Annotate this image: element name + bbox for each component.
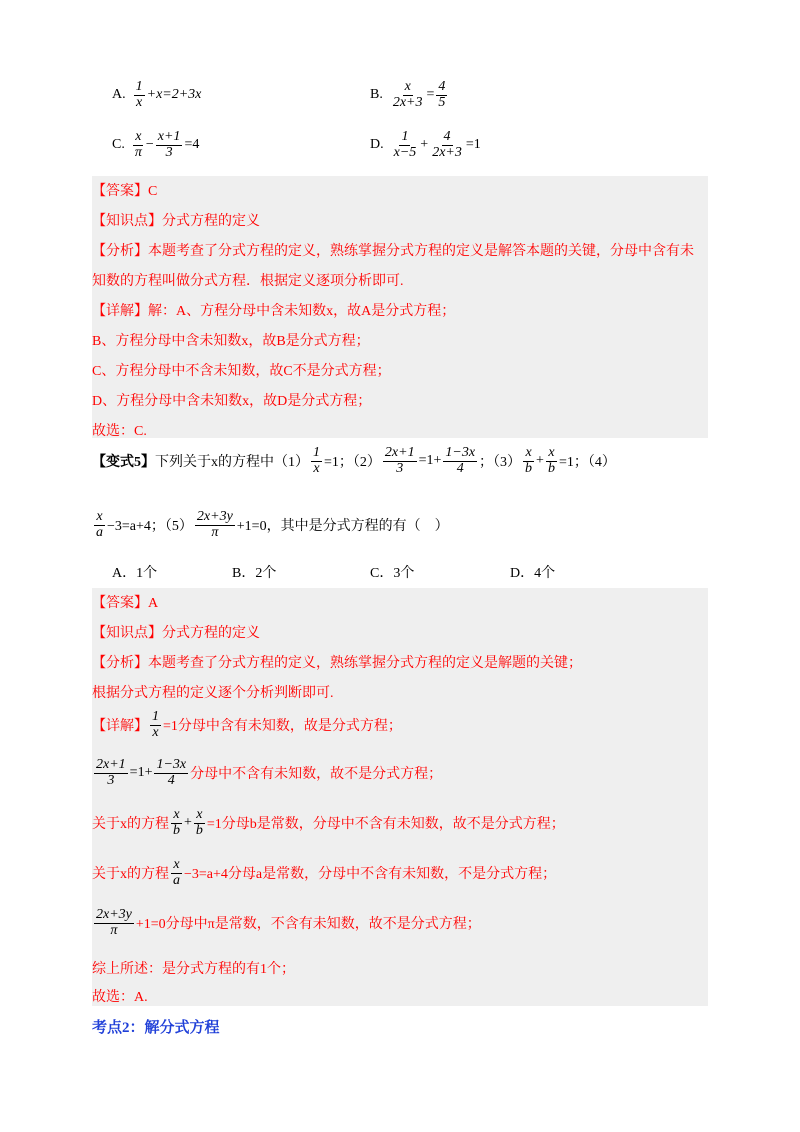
option-label: A.: [112, 87, 126, 103]
choice-c: C．3个: [370, 566, 415, 581]
fraction: $\frac{x+1}{3}$: [157, 129, 181, 160]
fraction: $\frac{1-3x}{4}$: [156, 757, 187, 788]
answer-box-q5: [92, 588, 708, 1006]
knowledge-point: 【知识点】分式方程的定义: [92, 214, 260, 229]
stem-text: +: [536, 453, 544, 469]
choice-d: D．4个: [510, 566, 556, 581]
equals: =1: [465, 137, 481, 153]
analysis-line: 知数的方程叫做分式方程．根据定义逐项分析即可.: [92, 274, 404, 289]
detail-line: 【详解】解：A、方程分母中含未知数x，故A是分式方程；: [92, 304, 456, 319]
fraction: $\frac{x}{a}$: [173, 857, 180, 888]
option-label: B.: [370, 87, 383, 103]
section-title: 考点2：解分式方程: [92, 1020, 220, 1036]
equals: =: [426, 87, 435, 103]
question-tag: 【变式5】: [92, 455, 155, 471]
option-d: [370, 130, 481, 160]
detail-text: 分母中不含有未知数，故不是分式方程；: [190, 767, 443, 783]
answer: 【答案】A: [92, 596, 159, 611]
detail-text: −3=a+4分母a是常数，分母中不含有未知数，不是分式方程；: [184, 867, 557, 883]
choice-b: B．2个: [232, 566, 277, 581]
fraction: $\frac{2x+1}{3}$: [384, 445, 415, 476]
option-c: [112, 130, 199, 160]
fraction: $\frac{x}{a}$: [96, 509, 103, 540]
detail-text: =1分母b是常数，分母中不含有未知数，故不是分式方程；: [206, 817, 565, 833]
choice-a: A．1个: [112, 566, 158, 581]
fraction: $\frac{1}{x-5}$: [393, 129, 417, 160]
detail-line-3: [92, 808, 565, 838]
fraction: $\frac{4}{2x+3}$: [432, 129, 462, 160]
fraction: $\frac{x}{b}$: [525, 445, 533, 476]
detail-prefix: 【详解】: [92, 719, 148, 735]
detail-line-4: [92, 858, 556, 888]
detail-line-1: [92, 710, 402, 740]
option-label: C.: [112, 137, 125, 153]
detail-line: 故选：C.: [92, 424, 147, 439]
stem-text: 下列关于x的方程中（1）: [155, 455, 309, 471]
fraction: $\frac{1}{x}$: [313, 445, 320, 476]
fraction: $\frac{x}{b}$: [173, 807, 180, 838]
fraction: $\frac{x}{2x+3}$: [392, 79, 423, 110]
summary-line: 综上所述：是分式方程的有1个；: [92, 962, 295, 977]
fraction: $\frac{x}{b}$: [547, 445, 555, 476]
detail-math: +: [184, 815, 192, 831]
question-stem-line2: [92, 510, 449, 540]
analysis-line: 根据分式方程的定义逐个分析判断即可.: [92, 686, 334, 701]
plus: +: [420, 137, 429, 153]
stem-text: −3=a+4；（5）: [107, 519, 193, 535]
detail-line-5: [92, 908, 481, 938]
option-b: [370, 80, 449, 110]
fraction: $\frac{2x+3y}{\pi}$: [196, 509, 233, 540]
detail-text: =1分母中含有未知数，故是分式方程；: [163, 719, 402, 735]
answer: 【答案】C: [92, 184, 158, 199]
stem-text: =1；（4）: [558, 455, 616, 471]
choose-line: 故选：A.: [92, 990, 148, 1005]
option-label: D.: [370, 137, 384, 153]
option-a: [112, 80, 201, 110]
detail-text: 关于x的方程: [92, 817, 169, 833]
stem-text: +1=0，其中是分式方程的有（ ）: [236, 519, 449, 535]
fraction: $\frac{x}{\pi}$: [134, 129, 142, 160]
stem-text: =1+: [418, 453, 442, 469]
analysis-line: 【分析】本题考查了分式方程的定义，熟练掌握分式方程的定义是解答本题的关键，分母中含有未: [92, 244, 694, 259]
expression: +x=2+3x: [146, 87, 202, 103]
fraction: $\frac{1}{x}$: [152, 709, 159, 740]
stem-text: ；（3）: [479, 455, 522, 471]
detail-text: +1=0分母中π是常数，不含有未知数，故不是分式方程；: [135, 917, 481, 933]
detail-text: 关于x的方程: [92, 867, 169, 883]
fraction: $\frac{1}{x}$: [135, 79, 143, 110]
minus: −: [145, 137, 154, 153]
stem-text: =1；（2）: [324, 455, 381, 471]
fraction: $\frac{2x+3y}{\pi}$: [96, 907, 132, 938]
detail-line-2: [92, 758, 442, 788]
detail-line: C、方程分母中不含未知数，故C不是分式方程；: [92, 364, 391, 379]
detail-math: =1+: [129, 765, 153, 781]
fraction: $\frac{x}{b}$: [195, 807, 203, 838]
equals: =4: [184, 137, 200, 153]
fraction: $\frac{1-3x}{4}$: [445, 445, 476, 476]
analysis-line: 【分析】本题考查了分式方程的定义，熟练掌握分式方程的定义是解题的关键；: [92, 656, 582, 671]
knowledge-point: 【知识点】分式方程的定义: [92, 626, 260, 641]
detail-line: D、方程分母中含未知数x，故D是分式方程；: [92, 394, 372, 409]
fraction: $\frac{2x+1}{3}$: [96, 757, 126, 788]
fraction: $\frac{4}{5}$: [438, 79, 446, 110]
question-stem-line1: [92, 446, 616, 476]
detail-line: B、方程分母中含未知数x，故B是分式方程；: [92, 334, 370, 349]
